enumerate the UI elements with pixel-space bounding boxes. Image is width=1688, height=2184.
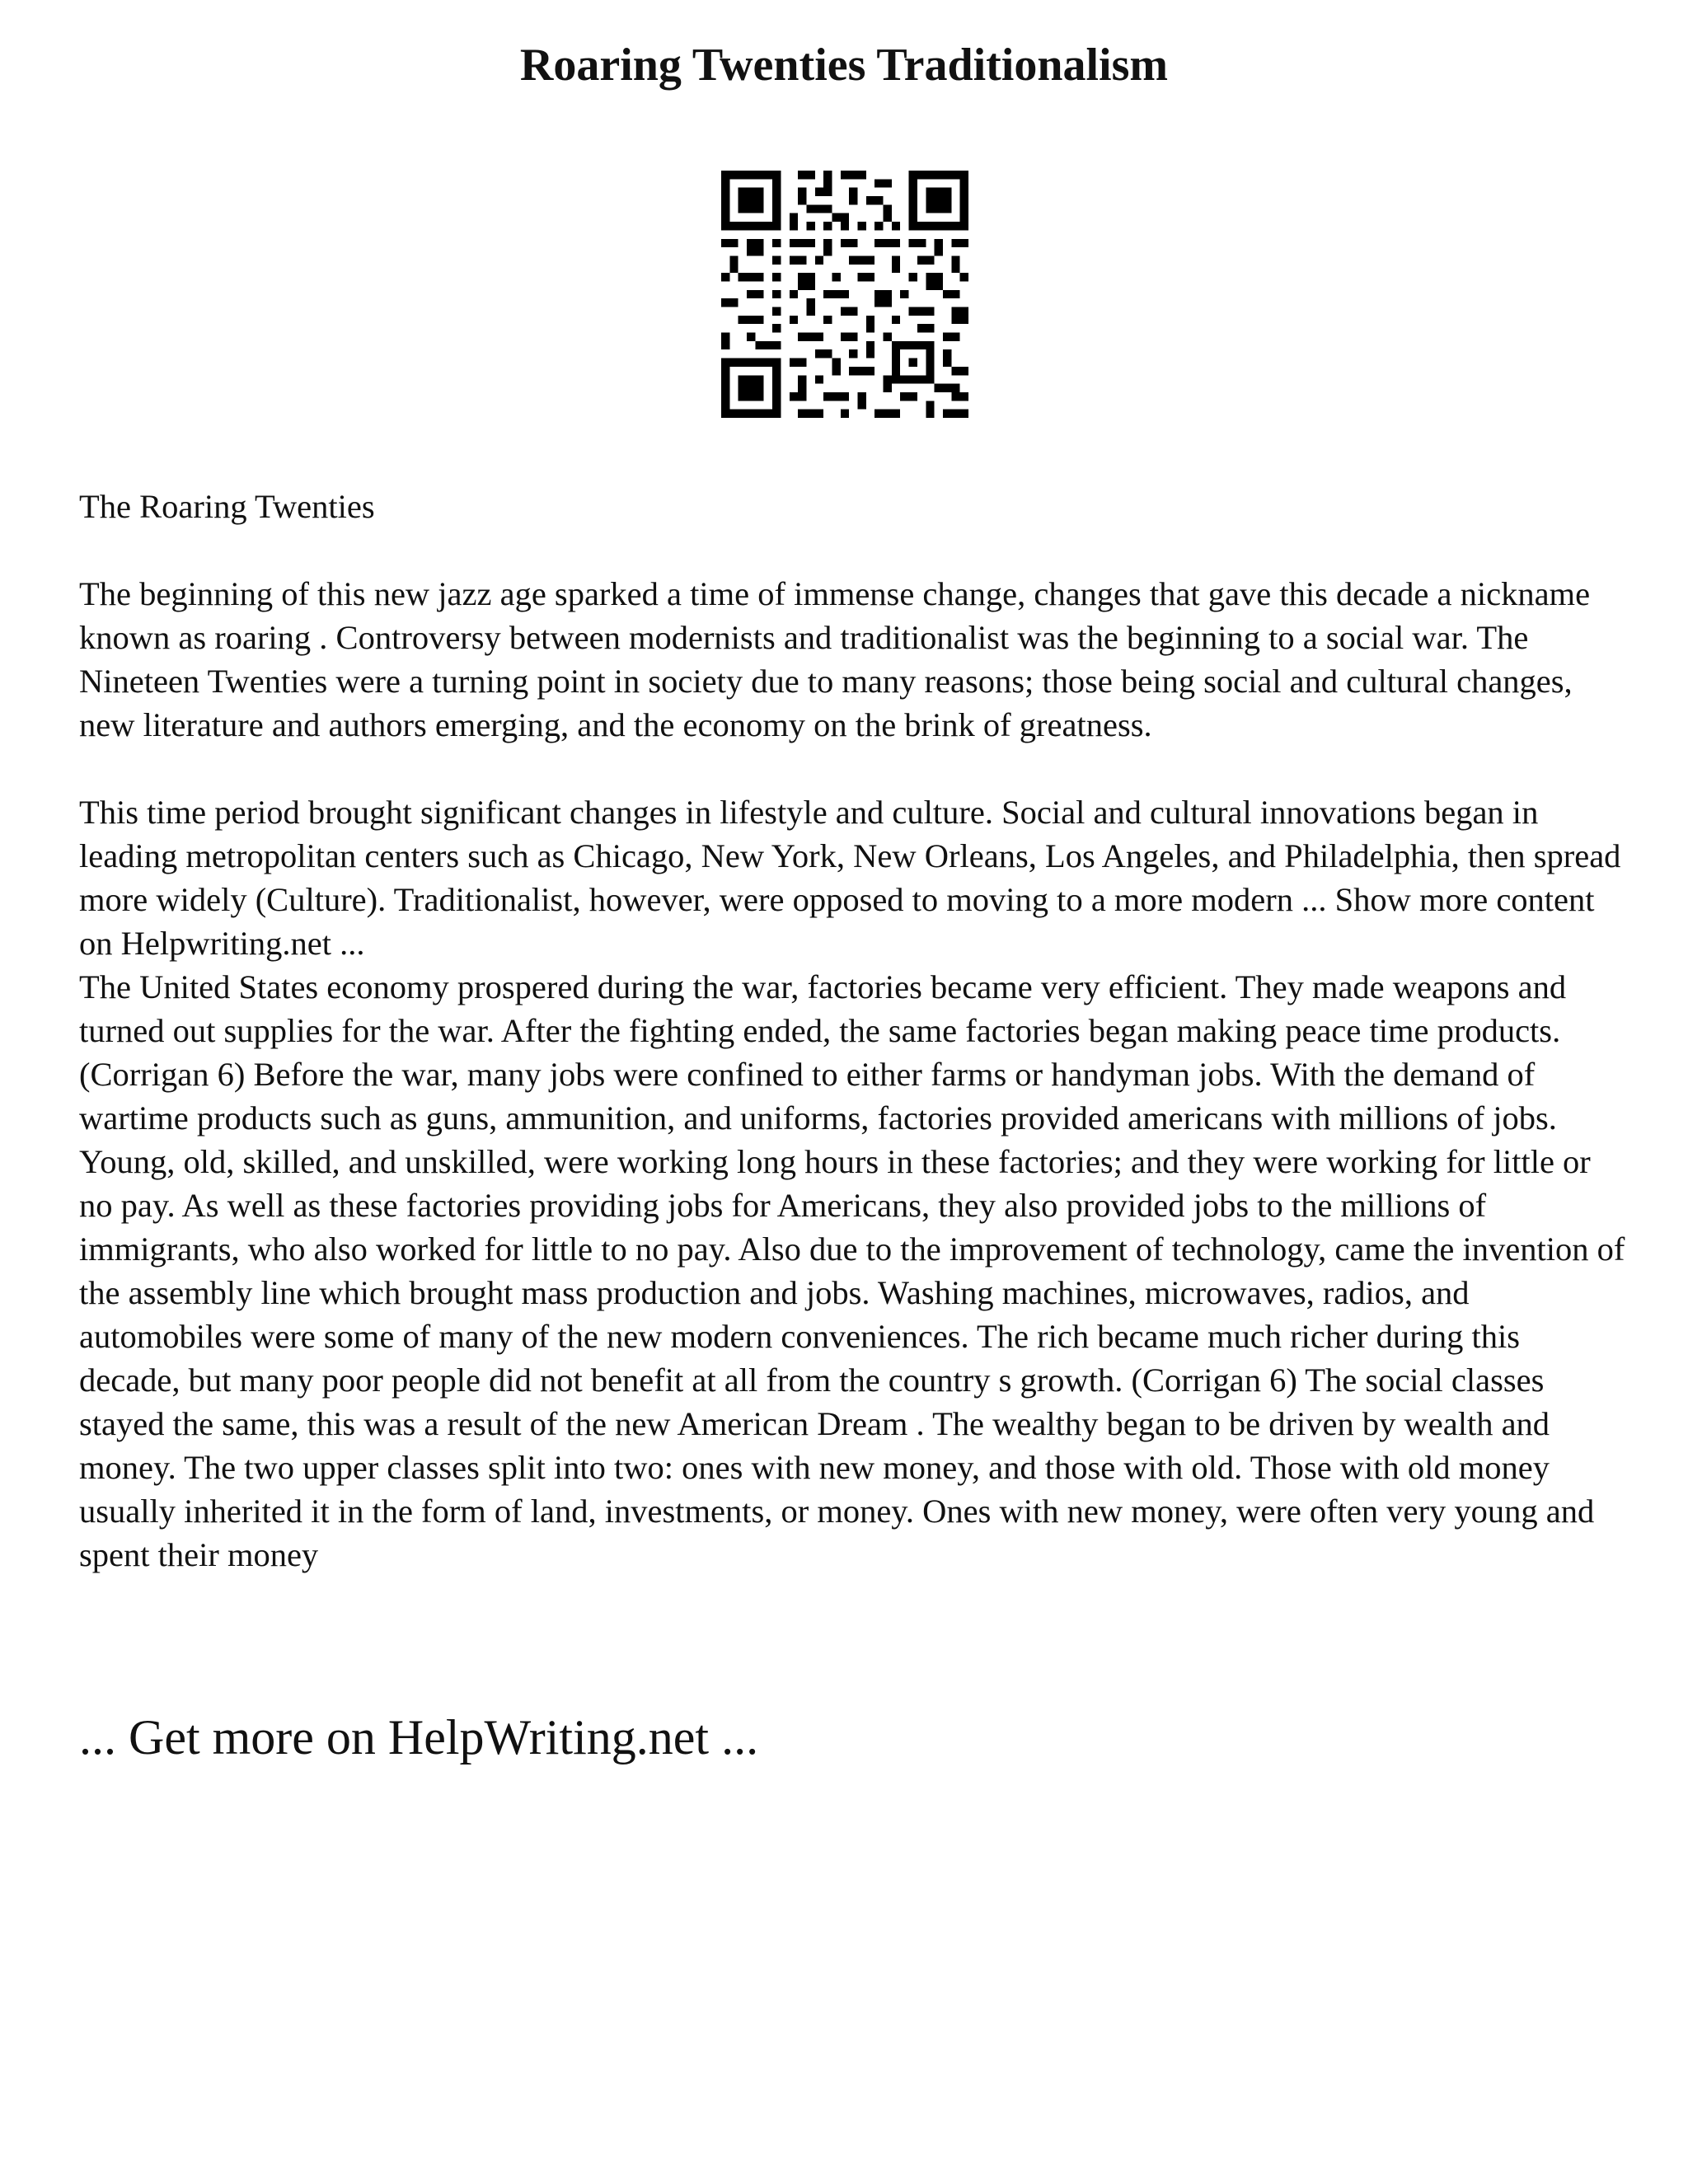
get-more-link[interactable]: ... Get more on HelpWriting.net ... <box>79 1710 759 1765</box>
paragraph-economy: The United States economy prospered during the war, factories became very efficient. They made weapons and turned out supplies for the war. After the fighting ended, the same factories began making peace time products. (Corrigan 6) Before the war, many jobs were confined to either farms or handyman jobs. With the demand of wartime products such as guns, ammunition, and uniforms, factories provided americans with millions of jobs. Young, old, skilled, and unskilled, were working long hours in these factories; and they were working for little or no pay. As well as these factories providing jobs for Americans, they also provided jobs to the millions of immigrants, who also worked for little to no pay. Also due to the improvement of technology, came the invention of the assembly line which brought mass production and jobs. Washing machines, microwaves, radios, and automobiles were some of many of the new modern conveniences. The rich became much richer during this decade, but many poor people did not benefit at all from the country s growth. (Corrigan 6) The social classes stayed the same, this was a result of the new American Dream . The wealthy began to be driven by wealth and money. The two upper classes split into two: ones with new money, and those with old. Those with old money usually inherited it in the form of land, investments, or money. Ones with new money, were often very young and spent their money <box>79 968 1625 1573</box>
article-body <box>79 485 1629 1620</box>
section-heading: The Roaring Twenties <box>79 488 375 525</box>
paragraph-intro: The beginning of this new jazz age sparked a time of immense change, changes that gave this decade a nickname known as roaring . Controversy between modernists and traditionalist was the beginning to a social war. The Nineteen Twenties were a turning point in society due to many reasons; those being social and cultural changes, new literature and authors emerging, and the economy on the brink of greatness. <box>79 575 1591 743</box>
paragraph-culture: This time period brought significant changes in lifestyle and culture. Social and cultural innovations began in leading metropolitan centers such as Chicago, New York, New Orleans, Los Angeles, and Philadelphia, then spread more widely (Culture). Traditionalist, however, were opposed to moving to a more modern ... Show more content on Helpwriting.net ... <box>79 794 1621 962</box>
qr-code-icon[interactable] <box>721 171 968 418</box>
document-title: Roaring Twenties Traditionalism <box>519 40 1169 91</box>
